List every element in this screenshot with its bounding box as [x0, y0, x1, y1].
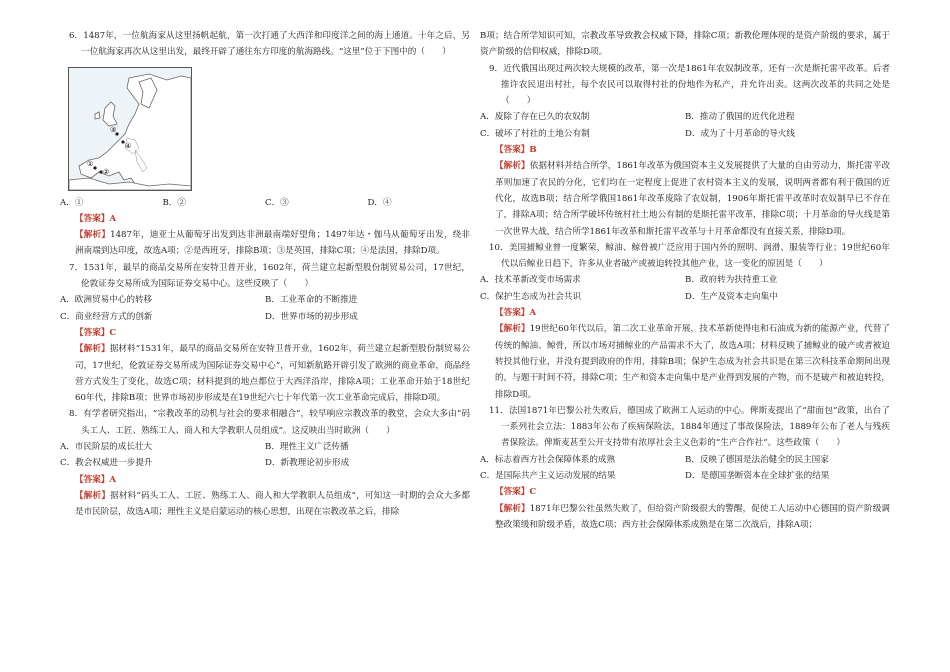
q6-stem: 6．1487年，一位航海家从这里扬帆起航，第一次打通了大西洋和印度洋之间的海上通道。十年之后，另一位航海家再次从这里出发，最终开辟了通往东方印度的航海路线。“这里”位于下图中的（ ） [69, 31, 470, 58]
q10-option-a: A．技术革新改变市场需求 [480, 275, 581, 286]
q6-analysis-label: 【解析】 [75, 230, 111, 241]
q10-answer: 【答案】A [495, 308, 537, 319]
q7-option-b: B．工业革命的不断推进 [265, 295, 358, 306]
q7-options [60, 292, 470, 325]
q6-option-a: A．① [60, 197, 84, 208]
europe-map-icon [69, 68, 191, 190]
q7-option-a: A．欧洲贸易中心的转移 [60, 295, 153, 306]
q11-options [480, 452, 890, 485]
q9-stem: 9．近代俄国出现过两次较大规模的改革，第一次是1861年农奴制改革，还有一次是斯托雷平改革。后者推许农民退出村社，每个农民可以取得村社的份地作为私产，并允许出卖。这两次改革的共同之处是（ ） [489, 63, 890, 107]
q6-analysis [60, 227, 470, 260]
q11-option-c: C．是国际共产主义运动发展的结果 [480, 471, 616, 482]
q6-option-b: B．② [162, 197, 187, 208]
q10-analysis-label: 【解析】 [495, 324, 530, 335]
q8-analysis-label: 【解析】 [75, 490, 111, 501]
q10-options [480, 272, 890, 305]
map-label-4: ④ [125, 141, 132, 150]
q11-analysis-label: 【解析】 [495, 503, 530, 514]
q6-analysis-text: 1487年，迪亚士从葡萄牙出发到达非洲最南端好望角；1497年达・伽马从葡萄牙出发，绕非洲南端到达印度，故选A项；②是西班牙，排除B项；③是英国，排除C项；④是法国，排除D项。 [75, 230, 470, 257]
q10-analysis-text: 19世纪60年代以后，第二次工业革命开展，技术革新使得电和石油成为新的能源产业，代替了传统的鲸油、鲸骨，所以市场对捕鲸业的产品需求不大了，故选A项；材料反映了捕鲸业的破产或者被迫转投其他行业，并没有提到政府的作用，排除B项；保护生态成为社会共识是在第三次科技革命期间出现的，与题干时间不符，排除C项；生产和资本走向集中是产业得到发展的产物，而不是破产和被迫转投，排除D项。 [495, 324, 890, 400]
q8-option-d: D．新教理论初步形成 [265, 458, 350, 469]
q11-option-a: A．标志着西方社会保障体系的成熟 [480, 454, 616, 465]
left-column [60, 28, 470, 521]
q8-option-c: C．教会权威进一步提升 [60, 458, 153, 469]
q8-stem: 8．有学者研究指出，“宗教改革的动机与社会的要求相融合”，较早响应宗教改革的教堂，会众大多由“码头工人、工匠、熟练工人、商人和大学教职人员组成”。这反映出当时欧洲（ ） [69, 409, 470, 436]
q11-option-b: B．反映了德国是法治健全的民主国家 [685, 454, 829, 465]
q6-answer: 【答案】A [75, 213, 117, 224]
q10-option-d: D．生产及资本走向集中 [685, 291, 778, 302]
q6-option-d: D．④ [367, 197, 392, 208]
q7-answer: 【答案】C [75, 327, 117, 338]
q11-option-d: D．是德国垄断资本在全球扩张的结果 [685, 471, 830, 482]
q11-analysis [480, 501, 890, 534]
q10-stem: 10．美国捕鲸业曾一度繁荣，鲸油、鲸骨被广泛应用于国内外的照明、润滑、服装等行业；19世纪60年代以后鲸业日趋下，许多从业者破产或被迫转投其他产业，这一变化的原因是（ ） [489, 242, 890, 270]
map-label-2: ② [103, 167, 110, 176]
q11-stem: 11．法国1871年巴黎公社失败后，德国成了欧洲工人运动的中心。俾斯麦提出了“甜面包”政策，出台了一系列社会立法：1883年公布了疾病保险法，1884年通过了事故保险法，1889年公布了老人与残疾者保险法。俾斯麦甚至公开支持带有浓厚社会主义色彩的“生产合作社”。这些政策（ ） [489, 405, 890, 449]
q9-option-d: D．成为了十月革命的导火线 [685, 128, 796, 139]
q9-options [480, 109, 890, 142]
q7-analysis [60, 341, 470, 406]
q8-analysis [60, 488, 470, 521]
q10-option-b: B．政府转为扶持重工业 [685, 275, 778, 286]
q7-stem: 7．1531年，最早的商品交易所在安特卫普开业，1602年，荷兰建立起新型股份制贸易公司，17世纪，伦敦证券交易所成为国际证券交易中心。这些反映了（ ） [69, 262, 470, 290]
q9-option-a: A．废除了存在已久的农奴制 [480, 112, 590, 123]
q6-options [60, 195, 470, 211]
q8-option-b: B．理性主义广泛传播 [265, 442, 349, 453]
q9-analysis-text: 依据材料并结合所学，1861年改革为俄国资本主义发展提供了大量的自由劳动力，斯托雷平改革则加速了农民的分化，它们均在一定程度上促进了农村资本主义的发展，说明两者都有利于俄国的近代化，故选B项；结合所学俄国1861年改革废除了农奴制，1906年斯托雷平改革时农奴制早已不存在了，排除A项；结合所学破坏传统村社土地公有制的是斯托雷平改革，排除C项；十月革命的导火线是第一次世界大战，结合所学1861年改革和斯托雷平改革与十月革命都没有直接关系，排除D项。 [495, 161, 890, 237]
q9-option-b: B．推动了俄国的近代化进程 [685, 112, 795, 123]
q10-option-c: C．保护生态成为社会共识 [480, 291, 582, 302]
q6-option-c: C．③ [265, 197, 289, 208]
map-label-3: ③ [110, 125, 117, 134]
q8-answer: 【答案】A [75, 474, 117, 485]
q7-analysis-label: 【解析】 [75, 344, 110, 355]
q7-option-c: C．商业经营方式的创新 [60, 311, 153, 322]
q8-analysis-continued: B项；结合所学知识可知，宗教改革导致教会权威下降，排除C项；新教伦理体现的是资产阶级的要求，属于资产阶级的信仰权威，排除D项。 [480, 31, 890, 58]
q11-analysis-text: 1871年巴黎公社虽然失败了，但给资产阶级很大的警醒，促使工人运动中心德国的资产阶级调整政策缓和阶级矛盾，故选C项；西方社会保障体系成熟是在第二次战后，排除A项； [495, 503, 890, 530]
right-column [480, 28, 890, 533]
europe-map-image [68, 67, 192, 191]
q8-analysis-text: 据材料“码头工人、工匠、熟练工人、商人和大学教职人员组成”，可知这一时期的会众大多都是市民阶层，故选A项；理性主义是启蒙运动的核心思想，出现在宗教改革之后，排除 [75, 490, 470, 518]
q7-option-d: D．世界市场的初步形成 [265, 311, 358, 322]
q9-answer: 【答案】B [495, 145, 537, 156]
q11-answer: 【答案】C [495, 487, 537, 498]
q10-analysis [480, 321, 890, 402]
q9-analysis [480, 158, 890, 239]
q7-analysis-text: 据材料“1531年，最早的商品交易所在安特卫普开业，1602年，荷兰建立起新型股份制贸易公司，17世纪，伦敦证券交易所成为国际证券交易中心”，可知新航路开辟引发了欧洲的商业革命，商品经营方式发生了变化，故选C项；材料提到的地点都位于大西洋沿岸，排除A项；工业革命开始于18世纪60年代，排除B项；世界市场初步形成是在19世纪六七十年代第一次工业革命完成后，排除D项。 [75, 344, 470, 404]
map-label-1: ① [87, 159, 94, 168]
q8-option-a: A．市民阶层的成长壮大 [60, 442, 153, 453]
q9-option-c: C．破坏了村社的土地公有制 [480, 128, 590, 139]
q8-options [60, 439, 470, 472]
q9-analysis-label: 【解析】 [495, 161, 530, 172]
